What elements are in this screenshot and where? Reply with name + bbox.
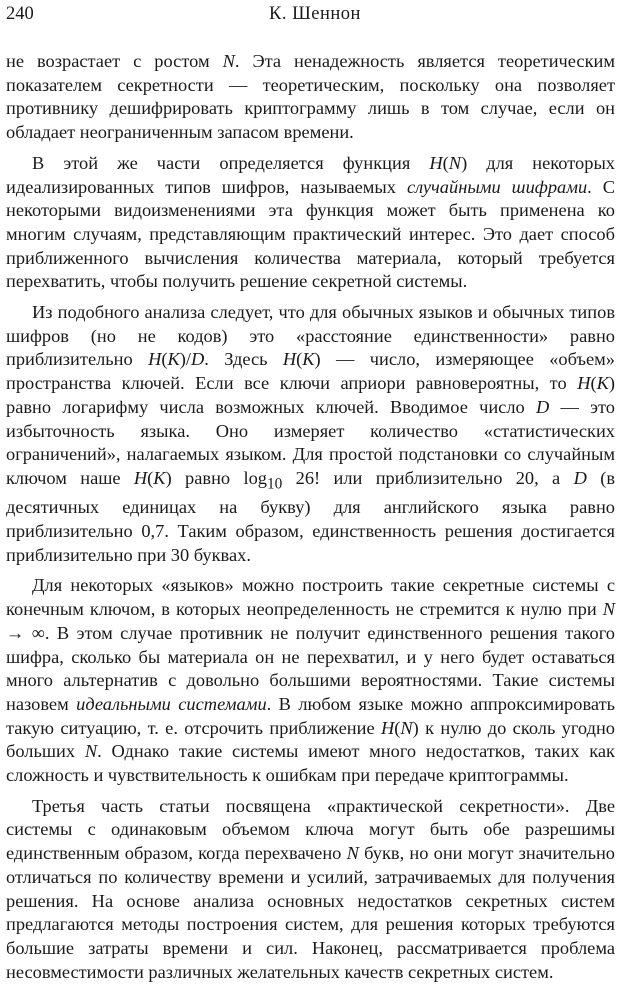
- text-run: . Здесь: [204, 349, 283, 370]
- text-run: ) равно логарифму числа возможных ключей. Вводимое число: [6, 373, 615, 417]
- text-run: (: [147, 467, 154, 488]
- text-run: (в десятичных единицах на букву) для английского языка равно приблизительно 0,7. Таким образом, единственность решения достигается приблизительно при 30 буквах.: [6, 467, 616, 565]
- math-symbol: N: [400, 717, 413, 738]
- math-symbol: H: [577, 373, 591, 394]
- text-run: ) равно log: [165, 467, 267, 488]
- text-run: . В любом языке можно аппроксимировать такую ситуацию, т. е. отсрочить приближение: [6, 693, 615, 738]
- subscript: 10: [266, 475, 283, 493]
- math-symbol: K: [302, 349, 315, 370]
- text-run: В этой же части определяется функция: [32, 152, 430, 173]
- math-symbol: N: [222, 51, 235, 71]
- math-symbol: N: [602, 599, 615, 620]
- math-symbol: D: [535, 396, 550, 417]
- paragraph: [6, 301, 615, 567]
- text-run: 26! или приблизительно 20, а: [282, 467, 574, 488]
- text-run: не возрастает с ростом: [6, 51, 223, 71]
- text-run: . Эта ненадежность является теоретическим показателем секретности — теоретическим, поскольку она позволяет противнику дешифрировать криптограмму лишь в том случае, если он обладает неограниченным запасом времени.: [6, 51, 616, 143]
- text-run: )/: [179, 349, 191, 370]
- math-symbol: N: [346, 843, 359, 864]
- text-run: ) — число, измеряющее «объем» пространства ключей. Если все ключи априори равновероятны, то: [6, 349, 616, 394]
- text-run: . С некоторыми видоизменениями эта функция может быть применена ко многим случаям, представляющим практический интерес. Это дает способ приближенного вычисления количества материала, который требуется перехватить, чтобы получить решение секретной системы.: [6, 176, 615, 292]
- math-symbol: H: [429, 152, 443, 173]
- text-run: (: [296, 349, 303, 370]
- emphasized-term: случайными шифрами: [406, 176, 588, 197]
- paragraph: [6, 50, 615, 145]
- text-run: (: [394, 717, 401, 738]
- math-symbol: D: [573, 467, 587, 488]
- math-symbol: H: [133, 467, 148, 488]
- text-run: (: [442, 152, 449, 173]
- math-symbol: D: [190, 349, 205, 370]
- running-head: К. Шеннон: [269, 4, 361, 24]
- math-symbol: K: [153, 467, 166, 488]
- math-symbol: H: [380, 717, 395, 738]
- text-run: (: [590, 373, 597, 394]
- text-run: (: [161, 349, 168, 370]
- math-symbol: H: [282, 349, 297, 370]
- text-run: — это избыточность языка. Оно измеряет количество «статистических ограничений», налагаемых языком. Для простой подстановки со случайным ключом наше: [6, 396, 615, 488]
- page-number: 240: [6, 4, 34, 24]
- text-run: → ∞. В этом случае противник не получит единственного решения такого шифра, сколько бы материала он не перехватил, и у него будет оставаться много альтернатив с довольно большими вероятностями. Такие системы назовем: [6, 622, 615, 714]
- page-header: [0, 4, 630, 26]
- paragraph: [6, 795, 615, 985]
- math-symbol: K: [167, 349, 180, 370]
- math-symbol: K: [596, 373, 609, 394]
- text-run: ) для некоторых идеализированных типов шифров, называемых: [6, 152, 615, 197]
- paragraph: [6, 574, 615, 787]
- text-run: Третья часть статьи посвящена «практической секретности». Две системы с одинаковым объемом ключа могут быть обе разрешимы единственным образом, когда перехвачено: [6, 795, 615, 864]
- math-symbol: N: [84, 741, 98, 762]
- text-run: букв, но они могут значительно отличаться по количеству времени и усилий, затрачиваемых для получения решения. На основе анализа основных недостатков секретных систем предлагаются методы построения систем, для решения которых требуются большие затраты времени и сил. Наконец, рассматривается проблема несовместимости различных желательных качеств секретных систем.: [6, 843, 615, 982]
- math-symbol: N: [448, 152, 462, 173]
- emphasized-term: идеальными системами: [76, 693, 267, 714]
- paragraph: [6, 152, 615, 294]
- math-symbol: H: [148, 349, 162, 370]
- text-run: . Однако такие системы имеют много недостатков, таких как сложность и чувствительность к ошибкам при передаче криптограммы.: [6, 741, 615, 786]
- text-run: Для некоторых «языков» можно построить такие секретные системы с конечным ключом, в которых неопределенность не стремится к нулю при: [6, 575, 615, 620]
- text-run: Из подобного анализа следует, что для обычных языков и обычных типов шифров (но не кодов) это «расстояние единственности» равно приблизительно: [6, 302, 615, 370]
- text-run: ) к нулю до сколь угодно больших: [6, 717, 615, 762]
- body-text: [6, 50, 615, 991]
